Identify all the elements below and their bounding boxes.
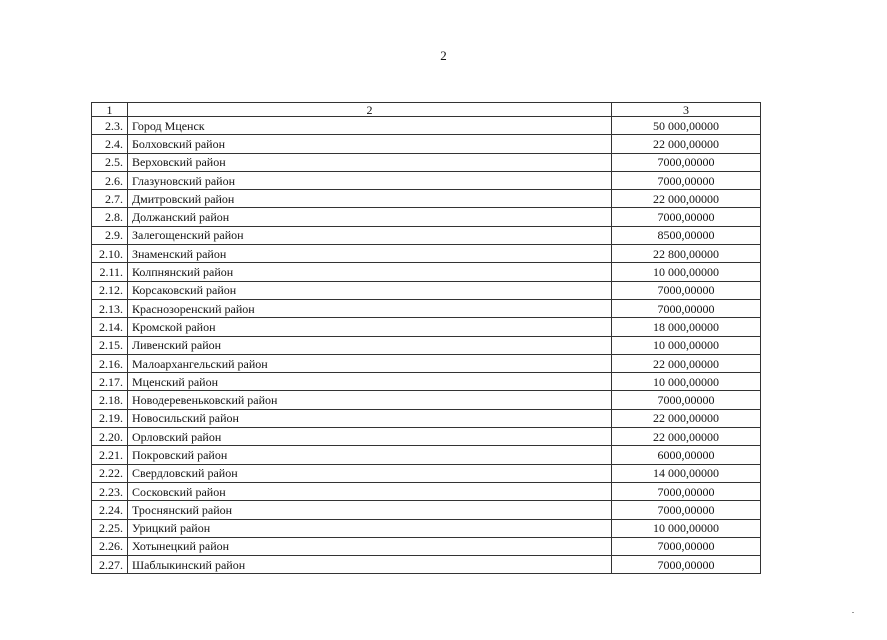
row-name-cell: Корсаковский район	[128, 281, 612, 299]
header-cell-amount: 3	[612, 103, 761, 117]
row-number-cell: 2.8.	[92, 208, 128, 226]
table-row	[92, 226, 761, 244]
row-name-cell: Залегощенский район	[128, 226, 612, 244]
row-number-cell: 2.24.	[92, 501, 128, 519]
row-number-cell: 2.9.	[92, 226, 128, 244]
table-row	[92, 428, 761, 446]
row-name-cell: Болховский район	[128, 135, 612, 153]
row-name-cell: Мценский район	[128, 373, 612, 391]
row-name-cell: Колпнянский район	[128, 263, 612, 281]
row-name-cell: Дмитровский район	[128, 190, 612, 208]
table-row	[92, 519, 761, 537]
table-row	[92, 245, 761, 263]
row-amount-cell: 22 000,00000	[612, 409, 761, 427]
row-number-cell: 2.12.	[92, 281, 128, 299]
table-row	[92, 117, 761, 135]
row-number-cell: 2.6.	[92, 171, 128, 189]
row-amount-cell: 7000,00000	[612, 556, 761, 574]
table-row	[92, 464, 761, 482]
row-amount-cell: 7000,00000	[612, 391, 761, 409]
row-name-cell: Город Мценск	[128, 117, 612, 135]
row-amount-cell: 50 000,00000	[612, 117, 761, 135]
header-cell-name: 2	[128, 103, 612, 117]
row-amount-cell: 22 800,00000	[612, 245, 761, 263]
header-cell-number: 1	[92, 103, 128, 117]
row-number-cell: 2.25.	[92, 519, 128, 537]
row-amount-cell: 7000,00000	[612, 482, 761, 500]
row-amount-cell: 7000,00000	[612, 537, 761, 555]
table-header-row	[92, 103, 761, 117]
row-amount-cell: 7000,00000	[612, 171, 761, 189]
allocation-table	[91, 102, 761, 574]
row-number-cell: 2.26.	[92, 537, 128, 555]
table-row	[92, 482, 761, 500]
row-number-cell: 2.5.	[92, 153, 128, 171]
row-number-cell: 2.3.	[92, 117, 128, 135]
table-row	[92, 556, 761, 574]
table-row	[92, 135, 761, 153]
row-name-cell: Шаблыкинский район	[128, 556, 612, 574]
row-amount-cell: 10 000,00000	[612, 336, 761, 354]
row-amount-cell: 7000,00000	[612, 501, 761, 519]
row-number-cell: 2.15.	[92, 336, 128, 354]
table-row	[92, 263, 761, 281]
row-amount-cell: 7000,00000	[612, 153, 761, 171]
row-number-cell: 2.21.	[92, 446, 128, 464]
table-row	[92, 336, 761, 354]
table-body	[92, 103, 761, 574]
row-name-cell: Глазуновский район	[128, 171, 612, 189]
row-amount-cell: 22 000,00000	[612, 354, 761, 372]
table-row	[92, 190, 761, 208]
table-row	[92, 537, 761, 555]
row-name-cell: Должанский район	[128, 208, 612, 226]
row-amount-cell: 7000,00000	[612, 208, 761, 226]
row-number-cell: 2.17.	[92, 373, 128, 391]
row-name-cell: Кромской район	[128, 318, 612, 336]
row-amount-cell: 10 000,00000	[612, 373, 761, 391]
row-amount-cell: 22 000,00000	[612, 135, 761, 153]
row-amount-cell: 6000,00000	[612, 446, 761, 464]
table-row	[92, 354, 761, 372]
row-name-cell: Сосковский район	[128, 482, 612, 500]
row-number-cell: 2.11.	[92, 263, 128, 281]
table-row	[92, 208, 761, 226]
scan-speck	[852, 612, 854, 613]
row-amount-cell: 7000,00000	[612, 281, 761, 299]
row-name-cell: Знаменский район	[128, 245, 612, 263]
table-row	[92, 391, 761, 409]
table-row	[92, 281, 761, 299]
row-amount-cell: 22 000,00000	[612, 190, 761, 208]
table-row	[92, 171, 761, 189]
row-number-cell: 2.27.	[92, 556, 128, 574]
row-name-cell: Урицкий район	[128, 519, 612, 537]
table-row	[92, 318, 761, 336]
row-number-cell: 2.7.	[92, 190, 128, 208]
row-name-cell: Верховский район	[128, 153, 612, 171]
row-amount-cell: 10 000,00000	[612, 263, 761, 281]
row-name-cell: Покровский район	[128, 446, 612, 464]
row-number-cell: 2.14.	[92, 318, 128, 336]
row-number-cell: 2.4.	[92, 135, 128, 153]
row-number-cell: 2.20.	[92, 428, 128, 446]
row-name-cell: Хотынецкий район	[128, 537, 612, 555]
row-amount-cell: 18 000,00000	[612, 318, 761, 336]
table-row	[92, 373, 761, 391]
row-amount-cell: 14 000,00000	[612, 464, 761, 482]
row-amount-cell: 10 000,00000	[612, 519, 761, 537]
row-number-cell: 2.16.	[92, 354, 128, 372]
row-name-cell: Свердловский район	[128, 464, 612, 482]
row-name-cell: Троснянский район	[128, 501, 612, 519]
table-row	[92, 501, 761, 519]
row-name-cell: Орловский район	[128, 428, 612, 446]
row-name-cell: Малоархангельский район	[128, 354, 612, 372]
table-row	[92, 153, 761, 171]
row-name-cell: Новодеревеньковский район	[128, 391, 612, 409]
row-number-cell: 2.10.	[92, 245, 128, 263]
row-name-cell: Новосильский район	[128, 409, 612, 427]
row-number-cell: 2.23.	[92, 482, 128, 500]
row-name-cell: Краснозоренский район	[128, 299, 612, 317]
row-amount-cell: 7000,00000	[612, 299, 761, 317]
row-name-cell: Ливенский район	[128, 336, 612, 354]
table-row	[92, 446, 761, 464]
row-number-cell: 2.13.	[92, 299, 128, 317]
row-number-cell: 2.18.	[92, 391, 128, 409]
row-amount-cell: 8500,00000	[612, 226, 761, 244]
row-amount-cell: 22 000,00000	[612, 428, 761, 446]
row-number-cell: 2.19.	[92, 409, 128, 427]
page-number: 2	[440, 48, 447, 63]
table-row	[92, 299, 761, 317]
table-row	[92, 409, 761, 427]
row-number-cell: 2.22.	[92, 464, 128, 482]
